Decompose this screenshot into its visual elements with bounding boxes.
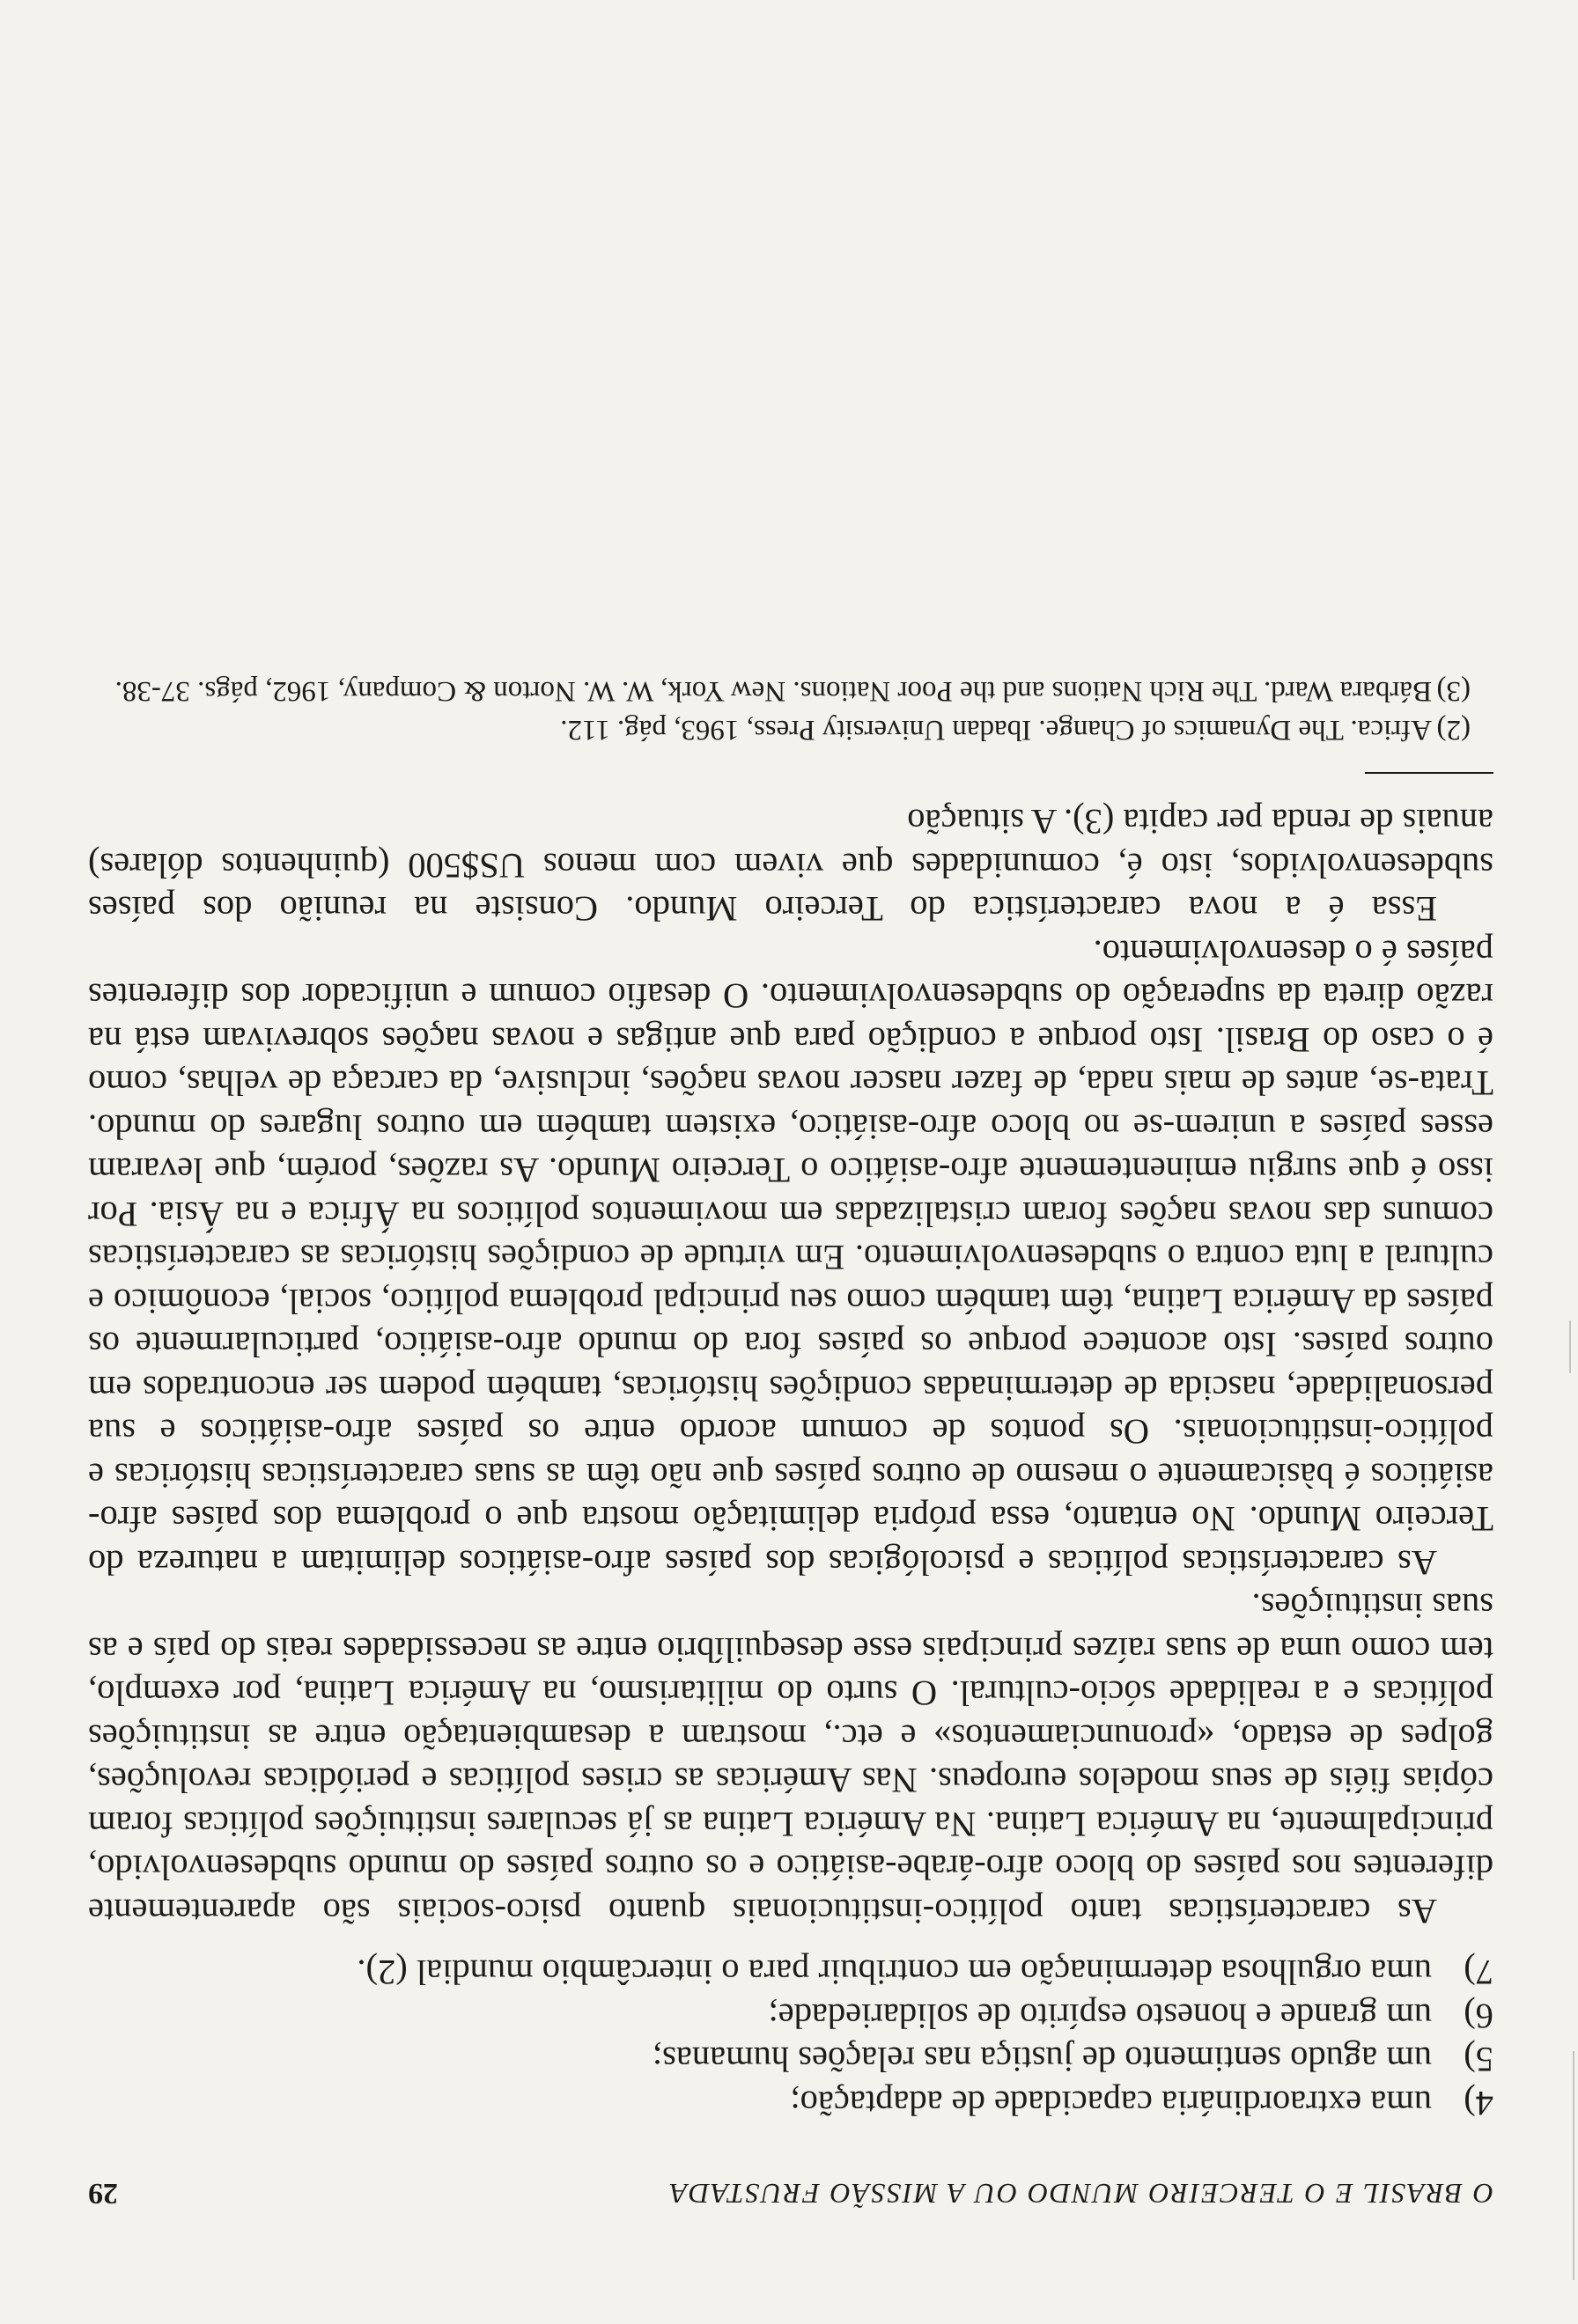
list-item	[88, 1951, 1493, 1995]
footnote-text: Bárbara Ward. The Rich Nations and the Poor Nations. New York, W. W. Norton & Company, 1962, págs. 37-38.	[114, 675, 1432, 707]
running-head: O BRASIL E O TERCEIRO MUNDO OU A MISSÃO FRUSTADA	[667, 2178, 1493, 2210]
list-item-number: 6)	[1464, 1997, 1493, 2036]
list-item-number: 7)	[1464, 1953, 1493, 1993]
paragraph: Essa é a nova característica do Terceiro Mundo. Consiste na reunião dos países subdesenvolvidos, isto é, comunidades que vivem com menos US$500 (quinhentos dólares) anuais de renda per capita (3). A situação	[88, 802, 1493, 930]
page-number: 29	[88, 2177, 118, 2210]
page-header	[88, 2166, 1493, 2215]
list-item-text: uma extraordinária capacidade de adaptação;	[790, 2084, 1432, 2123]
list-item-number: 5)	[1464, 2040, 1493, 2080]
footnotes	[88, 672, 1493, 749]
list-item-number: 4)	[1464, 2084, 1493, 2123]
footnote-number: (2)	[1436, 714, 1471, 746]
list-item-text: um agudo sentimento de justiça nas relações humanas;	[652, 2040, 1432, 2080]
list-item	[88, 2038, 1493, 2082]
footnote	[88, 710, 1493, 749]
page-body	[88, 672, 1493, 2125]
footnote-text: Africa. The Dynamics of Change. Ibadan University Press, 1963, pág. 112.	[560, 714, 1432, 746]
paragraph: As características políticas e psicológicas dos países afro-asiáticos delimitam a natureza do Terceiro Mundo. No entanto, essa própria delimitação mostra que o problema dos países afro-asiáticos é bàsicamente o mesmo de outros países que não têm as suas características históricas e político-institucionais. Os pontos de comum acordo entre os países afro-asiáticos e sua personalidade, nascida de determinadas condições históricas, também podem ser encontrados em outros países. Isto acontece porque os países fora do mundo afro-asiático, particularmente os países da América Latina, têm também como seu principal problema político, social, econômico e cultural a luta contra o subdesenvolvimento. Em virtude de condições históricas as características comuns das novas nações foram cristalizadas em movimentos políticos na África e na Ásia. Por isso é que surgiu eminentemente afro-asiático o Terceiro Mundo. As razões, porém, que levaram esses países a unirem-se no bloco afro-asiático, existem também em outros lugares do mundo. Trata-se, antes de mais nada, de fazer nascer novas nações, inclusive, da carcaça de velhas, como é o caso do Brasil. Isto porque a condição para que antigas e novas nações sobrevivam está na razão direta da superação do subdesenvolvimento. O desafio comum e unificador dos diferentes países é o desenvolvimento.	[88, 933, 1493, 1583]
scan-edge-mark	[1569, 1320, 1571, 1373]
scan-edge-mark	[1573, 2051, 1574, 2280]
list-item	[88, 2082, 1493, 2126]
list-item-text: um grande e honesto espírito de solidariedade;	[768, 1997, 1432, 2036]
footnote	[88, 672, 1493, 710]
list-item-text: uma orgulhosa determinação em contribuir para o intercâmbio mundial (2).	[357, 1953, 1432, 1993]
footnote-number: (3)	[1436, 675, 1471, 707]
paragraph: As características tanto político-institucionais quanto psico-sociais são aparentemente diferentes nos países do bloco afro-árabe-asiático e os outros países do mundo subdesenvolvido, principalmente, na América Latina. Na América Latina as já seculares instituições políticas foram cópias fiéis de seus modelos europeus. Nas Américas as crises políticas e periódicas revoluções, golpes de estado, «pronunciamentos» e etc., mostram a desambientação entre as instituições políticas e a realidade sócio-cultural. O surto do militarismo, na América Latina, por exemplo, tem como uma de suas raízes principais esse desequilíbrio entre as necessidades reais do país e as suas instituições.	[88, 1586, 1493, 1931]
footnote-separator	[1365, 772, 1493, 774]
list-item	[88, 1995, 1493, 2039]
